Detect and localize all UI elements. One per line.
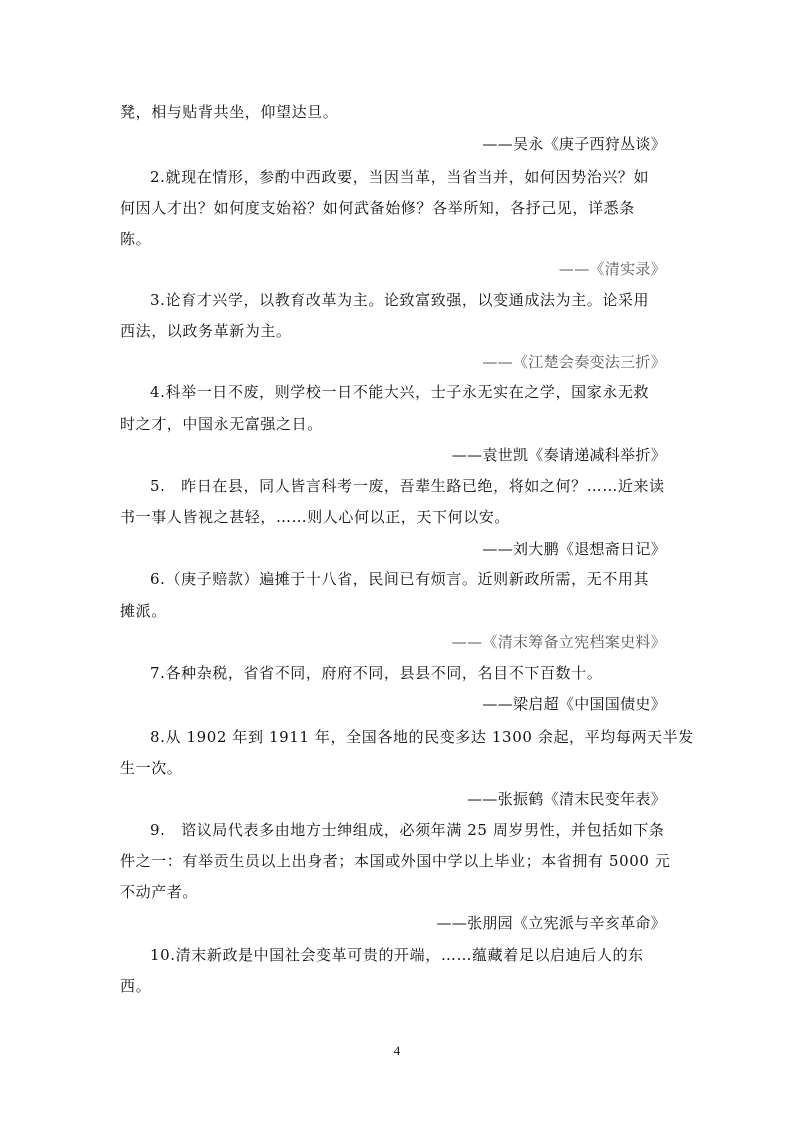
paragraph-line: 何因人才出？如何度支始裕？如何武备始修？各举所知，各抒己见，详悉条 (120, 199, 635, 217)
paragraph-line: 2.就现在情形，参酌中西政要，当因当革，当省当并，如何因势治兴？如 (150, 168, 650, 186)
paragraph-line: 陈。 (120, 230, 152, 248)
paragraph-line: 时之才，中国永无富强之日。 (120, 415, 323, 433)
paragraph-line: 3.论育才兴学，以教育改革为主。论致富致强，以变通成法为主。论采用 (150, 291, 650, 309)
paragraph-line: 8.从 1902 年到 1911 年，全国各地的民变多达 1300 余起，平均每两天半发 (150, 728, 694, 746)
page-number: 4 (393, 1043, 401, 1058)
source-citation: ——《清末筹备立宪档案史料》 (451, 633, 666, 651)
paragraph-line: 9. 谘议局代表多由地方士绅组成，必须年满 25 周岁男性，并包括如下条 (150, 821, 665, 839)
paragraph-line: 5. 昨日在县，同人皆言科考一废，吾辈生路已绝，将如之何？……近来读 (150, 477, 665, 495)
paragraph-line: 4.科举一日不废，则学校一日不能大兴，士子永无实在之学，国家永无救 (150, 383, 650, 401)
source-citation: ——张朋园《立宪派与辛亥革命》 (436, 914, 666, 932)
source-citation: ——梁启超《中国国债史》 (482, 695, 666, 713)
source-citation: ——《江楚会奏变法三折》 (482, 353, 666, 371)
source-citation: ——吴永《庚子西狩丛谈》 (482, 135, 666, 153)
paragraph-line: 件之一：有举贡生员以上出身者；本国或外国中学以上毕业；本省拥有 5000 元 (120, 852, 671, 870)
paragraph-line: 西法，以政务革新为主。 (120, 322, 292, 340)
paragraph-line: 生一次。 (120, 759, 183, 777)
paragraph-line: 6.（庚子赔款）遍摊于十八省，民间已有烦言。近则新政所需，无不用其 (150, 570, 650, 588)
paragraph-line: 西。 (120, 977, 152, 995)
source-citation: ——袁世凯《奏请递减科举折》 (451, 446, 666, 464)
paragraph-line: 书一事人皆视之甚轻，……则人心何以正，天下何以安。 (120, 508, 511, 526)
paragraph-line: 不动产者。 (120, 883, 199, 901)
source-citation: ——张振鹤《清末民变年表》 (467, 790, 666, 808)
paragraph-line: 7.各种杂税，省省不同，府府不同，县县不同，名目不下百数十。 (150, 664, 603, 682)
paragraph-line: 10.清末新政是中国社会变革可贵的开端，……蕴藏着足以启迪后人的东 (150, 946, 644, 964)
paragraph-line: 摊派。 (120, 602, 167, 620)
source-citation: ——刘大鹏《退想斋日记》 (482, 540, 666, 558)
paragraph-line: 凳，相与贴背共坐，仰望达旦。 (120, 103, 339, 121)
source-citation: ——《清实录》 (558, 260, 666, 278)
